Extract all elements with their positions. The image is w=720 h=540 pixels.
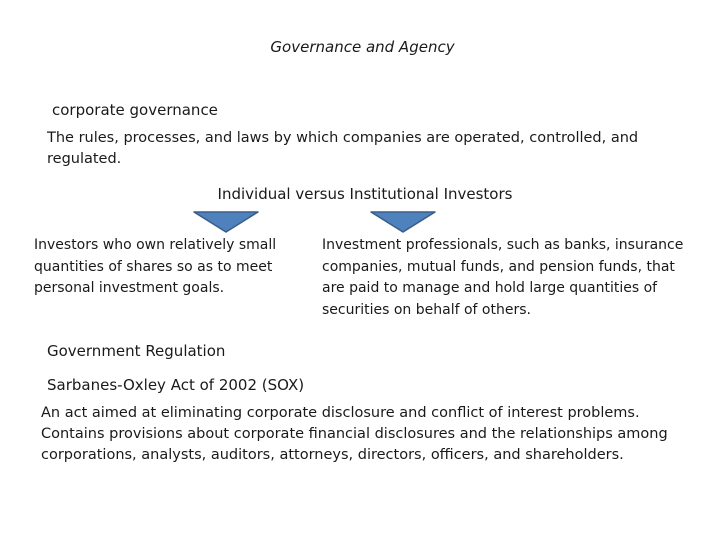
investors-heading: Individual versus Institutional Investors (217, 185, 513, 203)
sox-heading: Sarbanes-Oxley Act of 2002 (SOX) (47, 376, 305, 394)
down-arrow-icon (193, 211, 259, 233)
individual-investors-definition: Investors who own relatively small quantities of shares so as to meet personal investment goals. (34, 237, 277, 296)
sox-definition: An act aimed at eliminating corporate disclosure and conflict of interest problems. Contains provisions about corporate financial disclosures and the relationships among corporations, analysts, auditors, attorneys, directors, officers, and shareholders. (41, 405, 668, 463)
corporate-governance-definition: The rules, processes, and laws by which companies are operated, controlled, and regulated. (47, 130, 639, 167)
institutional-investors-definition: Investment professionals, such as banks, insurance companies, mutual funds, and pension funds, that are paid to manage and hold large quantities of securities on behalf of others. (322, 237, 684, 318)
corporate-governance-heading: corporate governance (52, 101, 218, 119)
slide-title: Governance and Agency (270, 38, 455, 56)
government-regulation-heading: Government Regulation (47, 342, 226, 360)
down-arrow-icon (370, 211, 436, 233)
